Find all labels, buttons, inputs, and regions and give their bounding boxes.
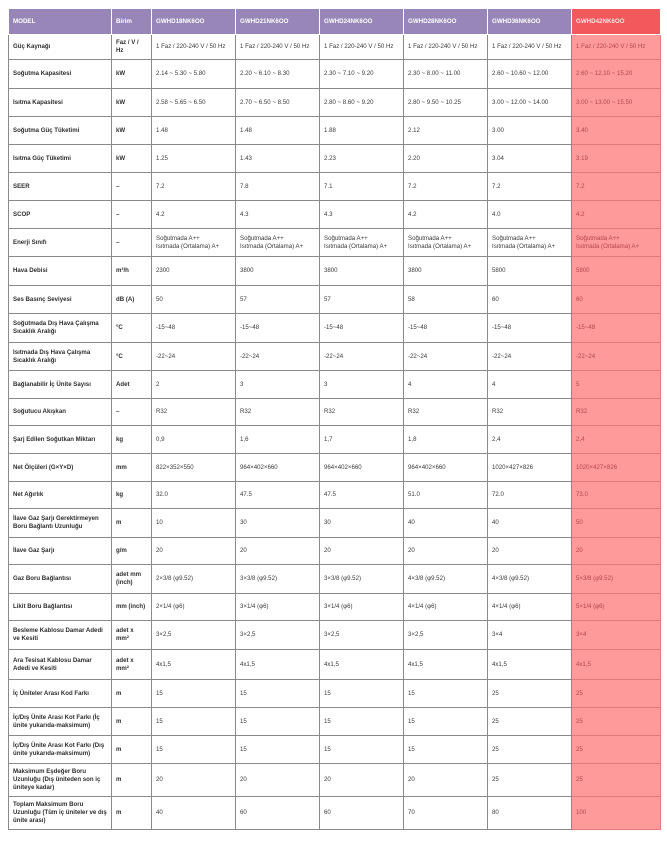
row-label: Güç Kaynağı — [9, 35, 112, 60]
row-value-2: 60 — [236, 797, 320, 830]
row-value-6: 3.00 ~ 13.00 ~ 15.50 — [572, 89, 661, 117]
row-value-3: 3×1/4 (φ6) — [320, 594, 404, 621]
header-model-2: GWHD21NK6OO — [236, 9, 320, 35]
row-value-6: 5×3/8 (φ9.52) — [572, 565, 661, 594]
row-value-5: 3×4 — [488, 621, 572, 650]
row-value-4: 4×1/4 (φ6) — [404, 594, 488, 621]
row-label: Toplam Maksimum Boru Uzunluğu (Tüm iç üniteler ve dış ünite arası) — [9, 797, 112, 830]
row-value-2: 4x1,5 — [236, 650, 320, 680]
row-label: Isıtmada Dış Hava Çalışma Sıcaklık Aralığı — [9, 343, 112, 371]
row-label: İlave Gaz Şarjı — [9, 538, 112, 565]
row-value-1: 32.0 — [152, 482, 236, 509]
table-row — [9, 60, 661, 89]
row-value-3: 30 — [320, 509, 404, 538]
table-row — [9, 426, 661, 454]
row-unit: Faz / V / Hz — [112, 35, 152, 60]
table-row — [9, 621, 661, 650]
row-value-4: 964×402×660 — [404, 454, 488, 482]
table-row — [9, 538, 661, 565]
row-label: Soğutucu Akışkan — [9, 399, 112, 426]
row-unit: mm (inch) — [112, 594, 152, 621]
row-value-5: 80 — [488, 797, 572, 830]
row-value-4: 1 Faz / 220-240 V / 50 Hz — [404, 35, 488, 60]
row-unit: kW — [112, 89, 152, 117]
row-value-3: 47.5 — [320, 482, 404, 509]
row-value-4: 7.2 — [404, 173, 488, 201]
row-value-5: 4.0 — [488, 201, 572, 229]
row-value-1: 15 — [152, 680, 236, 708]
row-value-6: 7.2 — [572, 173, 661, 201]
header-row — [9, 9, 661, 35]
table-row — [9, 482, 661, 509]
row-value-6: 3×4 — [572, 621, 661, 650]
row-value-5: R32 — [488, 399, 572, 426]
row-value-4: 70 — [404, 797, 488, 830]
row-value-4: 20 — [404, 538, 488, 565]
row-value-1: 2.58 ~ 5.65 ~ 6.50 — [152, 89, 236, 117]
table-row — [9, 257, 661, 286]
row-value-3: 3×2,5 — [320, 621, 404, 650]
row-value-3: 20 — [320, 764, 404, 797]
table-row — [9, 797, 661, 830]
row-label: İlave Gaz Şarjı Gerektirmeyen Boru Bağlantı Uzunluğu — [9, 509, 112, 538]
row-value-1: -15~48 — [152, 314, 236, 343]
row-value-3: 3 — [320, 371, 404, 399]
row-value-5: 5800 — [488, 257, 572, 286]
row-value-4: 15 — [404, 708, 488, 736]
row-value-6: 5×1/4 (φ6) — [572, 594, 661, 621]
table-row — [9, 201, 661, 229]
row-value-4: 3×2,5 — [404, 621, 488, 650]
row-label: Ses Basınç Seviyesi — [9, 286, 112, 314]
row-value-4: 15 — [404, 680, 488, 708]
row-value-2: Soğutmada A++ Isıtmada (Ortalama) A+ — [236, 229, 320, 257]
row-value-1: 7.2 — [152, 173, 236, 201]
row-value-5: Soğutmada A++ Isıtmada (Ortalama) A+ — [488, 229, 572, 257]
row-value-6: -22~24 — [572, 343, 661, 371]
row-value-5: 7.2 — [488, 173, 572, 201]
row-value-5: 25 — [488, 764, 572, 797]
row-value-1: 15 — [152, 736, 236, 764]
row-value-3: 2.23 — [320, 145, 404, 173]
spec-table-body — [9, 35, 661, 830]
header-model: MODEL — [9, 9, 112, 35]
row-value-4: 20 — [404, 764, 488, 797]
row-unit: mm — [112, 454, 152, 482]
table-row — [9, 173, 661, 201]
row-value-2: 964×402×660 — [236, 454, 320, 482]
row-value-6: 100 — [572, 797, 661, 830]
row-value-2: R32 — [236, 399, 320, 426]
row-value-6: 4x1,5 — [572, 650, 661, 680]
row-value-3: 1.88 — [320, 117, 404, 145]
table-row — [9, 509, 661, 538]
row-value-1: 2300 — [152, 257, 236, 286]
row-value-5: -22~24 — [488, 343, 572, 371]
row-value-1: 2 — [152, 371, 236, 399]
row-value-2: 7.8 — [236, 173, 320, 201]
row-value-3: 964×402×660 — [320, 454, 404, 482]
row-value-1: 1 Faz / 220-240 V / 50 Hz — [152, 35, 236, 60]
row-value-6: 1020×427×826 — [572, 454, 661, 482]
table-row — [9, 117, 661, 145]
header-model-5: GWHD36NK6OO — [488, 9, 572, 35]
row-unit: kW — [112, 60, 152, 89]
row-value-2: 30 — [236, 509, 320, 538]
row-value-5: 3.00 ~ 12.00 ~ 14.00 — [488, 89, 572, 117]
row-value-2: 3×3/8 (φ9.52) — [236, 565, 320, 594]
row-value-2: 15 — [236, 680, 320, 708]
row-value-2: 1.48 — [236, 117, 320, 145]
row-value-1: 10 — [152, 509, 236, 538]
row-value-1: 2×3/8 (φ9.52) — [152, 565, 236, 594]
row-value-1: 1.48 — [152, 117, 236, 145]
header-unit: Birim — [112, 9, 152, 35]
row-label: Gaz Boru Bağlantısı — [9, 565, 112, 594]
row-value-1: 4.2 — [152, 201, 236, 229]
table-row — [9, 680, 661, 708]
row-unit: m — [112, 680, 152, 708]
row-value-5: 25 — [488, 736, 572, 764]
row-value-5: 3.04 — [488, 145, 572, 173]
row-value-2: 3×1/4 (φ6) — [236, 594, 320, 621]
row-value-5: 4 — [488, 371, 572, 399]
header-model-4: GWHD28NK6OO — [404, 9, 488, 35]
table-row — [9, 736, 661, 764]
row-value-5: 1020×427×826 — [488, 454, 572, 482]
row-value-6: 5800 — [572, 257, 661, 286]
row-label: Soğutma Kapasitesi — [9, 60, 112, 89]
row-value-6: 20 — [572, 538, 661, 565]
row-value-6: 60 — [572, 286, 661, 314]
row-unit: m — [112, 736, 152, 764]
table-row — [9, 565, 661, 594]
row-value-1: 822×352×550 — [152, 454, 236, 482]
row-value-3: 3800 — [320, 257, 404, 286]
row-value-5: 72.0 — [488, 482, 572, 509]
row-value-2: 1.43 — [236, 145, 320, 173]
row-value-1: 20 — [152, 538, 236, 565]
row-value-4: -22~24 — [404, 343, 488, 371]
row-value-3: -15~48 — [320, 314, 404, 343]
row-unit: kg — [112, 482, 152, 509]
row-label: Besleme Kablosu Damar Adedi ve Kesiti — [9, 621, 112, 650]
row-value-5: 40 — [488, 509, 572, 538]
row-value-6: 5 — [572, 371, 661, 399]
row-value-1: 20 — [152, 764, 236, 797]
row-label: Net Ölçüleri (G×Y×D) — [9, 454, 112, 482]
row-value-3: 57 — [320, 286, 404, 314]
row-value-3: 4x1,5 — [320, 650, 404, 680]
row-unit: adet mm (inch) — [112, 565, 152, 594]
row-value-3: 2.30 ~ 7.10 ~ 9.20 — [320, 60, 404, 89]
row-value-2: 2.70 ~ 6.50 ~ 8.50 — [236, 89, 320, 117]
row-label: Isıtma Kapasitesi — [9, 89, 112, 117]
row-value-2: 3800 — [236, 257, 320, 286]
row-label: Hava Debisi — [9, 257, 112, 286]
row-value-6: 2,4 — [572, 426, 661, 454]
row-value-6: 73.0 — [572, 482, 661, 509]
row-value-2: -15~48 — [236, 314, 320, 343]
row-label: Soğutmada Dış Hava Çalışma Sıcaklık Aralığı — [9, 314, 112, 343]
row-value-1: 2.14 ~ 5.30 ~ 5.80 — [152, 60, 236, 89]
row-value-4: 4 — [404, 371, 488, 399]
row-unit: – — [112, 173, 152, 201]
row-value-3: -22~24 — [320, 343, 404, 371]
row-label: Bağlanabilir İç Ünite Sayısı — [9, 371, 112, 399]
row-value-1: 0,9 — [152, 426, 236, 454]
row-value-4: 2.20 — [404, 145, 488, 173]
table-row — [9, 89, 661, 117]
table-row — [9, 286, 661, 314]
row-unit: m — [112, 764, 152, 797]
row-value-4: 15 — [404, 736, 488, 764]
row-value-3: 1 Faz / 220-240 V / 50 Hz — [320, 35, 404, 60]
row-value-2: 57 — [236, 286, 320, 314]
row-value-4: 4×3/8 (φ9.52) — [404, 565, 488, 594]
row-value-5: 20 — [488, 538, 572, 565]
row-value-6: Soğutmada A++ Isıtmada (Ortalama) A+ — [572, 229, 661, 257]
row-value-3: R32 — [320, 399, 404, 426]
row-value-4: 51.0 — [404, 482, 488, 509]
row-value-6: 25 — [572, 764, 661, 797]
row-value-2: 1 Faz / 220-240 V / 50 Hz — [236, 35, 320, 60]
table-row — [9, 145, 661, 173]
row-value-6: 4.2 — [572, 201, 661, 229]
row-value-5: 1 Faz / 220-240 V / 50 Hz — [488, 35, 572, 60]
row-value-1: Soğutmada A++ Isıtmada (Ortalama) A+ — [152, 229, 236, 257]
row-value-1: 1.25 — [152, 145, 236, 173]
row-value-3: 15 — [320, 708, 404, 736]
row-unit: kW — [112, 145, 152, 173]
row-value-4: 58 — [404, 286, 488, 314]
row-value-4: 1,8 — [404, 426, 488, 454]
table-row — [9, 454, 661, 482]
row-value-3: 60 — [320, 797, 404, 830]
row-label: Enerji Sınıfı — [9, 229, 112, 257]
row-unit: – — [112, 399, 152, 426]
row-value-3: 15 — [320, 680, 404, 708]
row-value-5: 3.00 — [488, 117, 572, 145]
row-value-2: 4.3 — [236, 201, 320, 229]
row-value-2: 20 — [236, 764, 320, 797]
row-value-6: 50 — [572, 509, 661, 538]
row-label: SEER — [9, 173, 112, 201]
row-value-4: R32 — [404, 399, 488, 426]
row-value-5: 2.60 ~ 10.60 ~ 12.00 — [488, 60, 572, 89]
row-value-5: -15~48 — [488, 314, 572, 343]
header-model-6-highlighted: GWHD42NK6OO — [572, 9, 661, 35]
row-unit: kW — [112, 117, 152, 145]
row-value-6: 25 — [572, 736, 661, 764]
row-value-1: 2×1/4 (φ6) — [152, 594, 236, 621]
row-label: SCOP — [9, 201, 112, 229]
row-value-1: -22~24 — [152, 343, 236, 371]
row-value-3: 1,7 — [320, 426, 404, 454]
table-row — [9, 399, 661, 426]
row-value-6: 3.19 — [572, 145, 661, 173]
row-label: İç Üniteler Arası Kod Farkı — [9, 680, 112, 708]
spec-table — [8, 8, 661, 830]
row-label: Likit Boru Bağlantısı — [9, 594, 112, 621]
row-value-6: R32 — [572, 399, 661, 426]
row-value-5: 25 — [488, 680, 572, 708]
row-label: Isıtma Güç Tüketimi — [9, 145, 112, 173]
row-value-2: 47.5 — [236, 482, 320, 509]
row-value-1: 15 — [152, 708, 236, 736]
row-unit: – — [112, 201, 152, 229]
row-label: İç/Dış Ünite Arası Kot Farkı (Dış ünite yukarıda-maksimum) — [9, 736, 112, 764]
row-value-1: R32 — [152, 399, 236, 426]
row-value-2: 2.20 ~ 6.10 ~ 8.30 — [236, 60, 320, 89]
row-label: Şarj Edilen Soğutkan Miktarı — [9, 426, 112, 454]
row-value-6: 2.60 ~ 12.10 ~ 15.20 — [572, 60, 661, 89]
row-value-3: Soğutmada A++ Isıtmada (Ortalama) A+ — [320, 229, 404, 257]
row-unit: Adet — [112, 371, 152, 399]
row-value-4: 2.80 ~ 9.50 ~ 10.25 — [404, 89, 488, 117]
row-value-2: 1,6 — [236, 426, 320, 454]
row-label: Ara Tesisat Kablosu Damar Adedi ve Kesiti — [9, 650, 112, 680]
table-row — [9, 35, 661, 60]
row-value-5: 25 — [488, 708, 572, 736]
table-row — [9, 764, 661, 797]
row-value-2: 15 — [236, 736, 320, 764]
row-value-6: 25 — [572, 708, 661, 736]
row-value-4: 3800 — [404, 257, 488, 286]
row-value-4: 4.2 — [404, 201, 488, 229]
row-value-6: 3.40 — [572, 117, 661, 145]
row-value-4: -15~48 — [404, 314, 488, 343]
row-value-4: 2.12 — [404, 117, 488, 145]
row-unit: adet x mm² — [112, 650, 152, 680]
row-value-3: 15 — [320, 736, 404, 764]
row-value-4: Soğutmada A++ Isıtmada (Ortalama) A+ — [404, 229, 488, 257]
row-value-5: 4×1/4 (φ6) — [488, 594, 572, 621]
row-value-4: 2.30 ~ 8.00 ~ 11.00 — [404, 60, 488, 89]
spec-table-container — [8, 8, 660, 830]
row-label: Maksimum Eşdeğer Boru Uzunluğu (Dış üniteden son iç üniteye kadar) — [9, 764, 112, 797]
table-row — [9, 650, 661, 680]
row-unit: m — [112, 708, 152, 736]
row-value-6: 25 — [572, 680, 661, 708]
row-value-2: 3×2,5 — [236, 621, 320, 650]
row-value-2: 3 — [236, 371, 320, 399]
row-value-3: 7.1 — [320, 173, 404, 201]
row-label: Soğutma Güç Tüketimi — [9, 117, 112, 145]
row-value-4: 40 — [404, 509, 488, 538]
row-label: İç/Dış Ünite Arası Kot Farkı (İç ünite yukarıda-maksimum) — [9, 708, 112, 736]
row-value-3: 2.80 ~ 8.60 ~ 9.20 — [320, 89, 404, 117]
header-model-1: GWHD18NK6OO — [152, 9, 236, 35]
row-value-1: 4x1,5 — [152, 650, 236, 680]
row-unit: °C — [112, 343, 152, 371]
row-unit: m³/h — [112, 257, 152, 286]
row-value-4: 4x1,5 — [404, 650, 488, 680]
table-row — [9, 229, 661, 257]
row-value-1: 3×2,5 — [152, 621, 236, 650]
table-row — [9, 371, 661, 399]
row-unit: g/m — [112, 538, 152, 565]
row-value-6: -15~48 — [572, 314, 661, 343]
row-value-3: 20 — [320, 538, 404, 565]
row-unit: m — [112, 797, 152, 830]
row-value-5: 4×3/8 (φ9.52) — [488, 565, 572, 594]
row-unit: – — [112, 229, 152, 257]
row-value-5: 2,4 — [488, 426, 572, 454]
row-value-5: 60 — [488, 286, 572, 314]
header-model-3: GWHD24NK6OO — [320, 9, 404, 35]
row-value-3: 3×3/8 (φ9.52) — [320, 565, 404, 594]
row-unit: kg — [112, 426, 152, 454]
table-row — [9, 343, 661, 371]
row-value-2: 20 — [236, 538, 320, 565]
table-row — [9, 314, 661, 343]
row-label: Net Ağırlık — [9, 482, 112, 509]
row-unit: dB (A) — [112, 286, 152, 314]
row-value-6: 1 Faz / 220-240 V / 50 Hz — [572, 35, 661, 60]
row-unit: m — [112, 509, 152, 538]
row-value-5: 4x1,5 — [488, 650, 572, 680]
row-unit: °C — [112, 314, 152, 343]
row-value-2: -22~24 — [236, 343, 320, 371]
row-value-1: 50 — [152, 286, 236, 314]
table-row — [9, 594, 661, 621]
row-value-1: 40 — [152, 797, 236, 830]
row-unit: adet x mm² — [112, 621, 152, 650]
table-row — [9, 708, 661, 736]
row-value-3: 4.3 — [320, 201, 404, 229]
row-value-2: 15 — [236, 708, 320, 736]
